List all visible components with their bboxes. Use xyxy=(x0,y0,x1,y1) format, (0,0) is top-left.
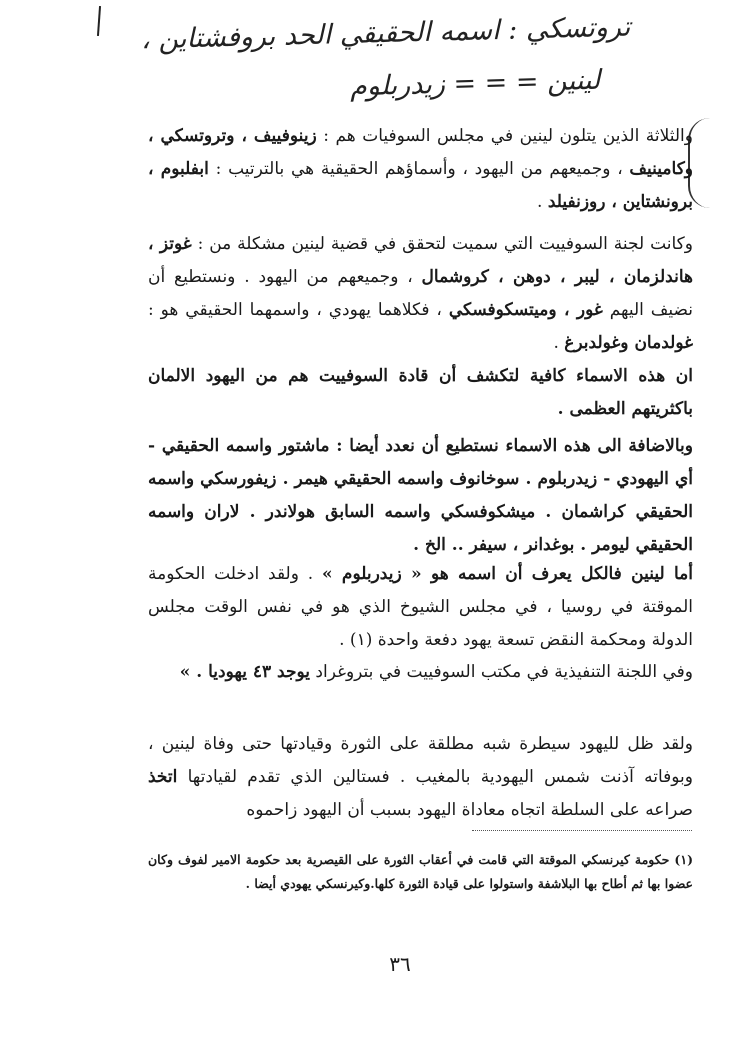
text-segment: ، وجميعهم من اليهود . ونستطيع أن نضيف اليهم xyxy=(148,267,693,320)
text-segment: زينوفييف ، وتروتسكي ، وكامينيف xyxy=(148,126,693,179)
text-segment: ، فكلاهما يهودي ، واسمهما الحقيقي هو : xyxy=(148,300,449,320)
handwritten-note-line-2: لينين = = = زيدربلوم xyxy=(349,64,601,103)
paragraph-7 xyxy=(148,728,693,827)
text-segment: اتخذ xyxy=(148,767,178,787)
text-segment: وفي اللجنة التنفيذية في مكتب السوفييت في بتروغراد xyxy=(310,662,693,682)
paragraph-1 xyxy=(148,120,693,219)
text-segment: أما لينين فالكل يعرف أن اسمه هو « زيدربلوم » xyxy=(321,564,693,584)
paragraph-2 xyxy=(148,228,693,360)
handwritten-mark xyxy=(97,6,101,36)
text-segment: غولدمان وغولدبرغ xyxy=(564,333,693,353)
text-segment: يوجد ٤٣ يهوديا . » xyxy=(179,662,310,682)
text-segment: ان هذه الاسماء كافية لتكشف أن قادة السوفييت هم من اليهود الالمان باكثريتهم العظمى . xyxy=(148,366,693,419)
paragraph-4 xyxy=(148,430,693,562)
text-segment: . ولقد ادخلت الحكومة الموقتة في روسيا ، في مجلس الشيوخ الذي هو في نفس الوقت مجلس الدولة ومحكمة النقض تسعة يهود دفعة واحدة (١) . xyxy=(148,564,693,650)
text-segment: ولقد ظل لليهود سيطرة شبه مطلقة على الثورة وقيادتها حتى وفاة لينين ، وبوفاته آذنت شمس اليهودية بالمغيب . فستالين الذي تقدم لقيادتها xyxy=(148,734,693,787)
paragraph-3 xyxy=(148,360,693,426)
paragraph-5 xyxy=(148,558,693,657)
handwritten-note-line-1: تروتسكي : اسمه الحقيقي الحد بروفشتاين ، xyxy=(140,11,631,56)
text-segment: . xyxy=(537,192,548,212)
text-segment: ابفلبوم ، برونشتاين ، روزنفيلد xyxy=(148,159,693,212)
text-segment: . xyxy=(553,333,565,353)
text-segment: وكانت لجنة السوفييت التي سميت لتحقق في قضية لينين مشكلة من : xyxy=(191,234,693,254)
text-segment: وبالاضافة الى هذه الاسماء نستطيع أن نعدد أيضا : ماشتور واسمه الحقيقي - أي اليهودي - زيدربلوم . سوخانوف واسمه الحقيقي هيمر . زيفورسكي واسمه الحقيقي كراشمان . ميشكوفسكي واسمه السابق هولاندر . لاران واسمه الحقيقي ليومر . بوغدانر ، سيفر .. الخ . xyxy=(148,436,693,555)
text-segment: غور ، وميتسكوفسكي xyxy=(448,300,603,320)
page-number: ٣٦ xyxy=(389,952,411,976)
paragraph-6 xyxy=(148,656,693,689)
text-segment: صراعه على السلطة اتجاه معاداة اليهود بسبب أن اليهود زاحموه xyxy=(246,800,693,820)
footnote-separator xyxy=(472,830,692,831)
text-segment: ، وجميعهم من اليهود ، وأسماؤهم الحقيقية هي بالترتيب : xyxy=(208,159,630,179)
footnote: (١) حكومة كيرنسكي الموقتة التي قامت في أعقاب الثورة على القيصرية بعد حكومة الامير لفوف وكان عضوا بها ثم أطاح بها البلاشفة واستولوا على قيادة الثورة كلها.وكيرنسكي يهودي أيضا . xyxy=(148,852,693,891)
text-segment: غوتز ، هاندلزمان ، ليبر ، دوهن ، كروشمال xyxy=(148,234,693,287)
text-segment: والثلاثة الذين يتلون لينين في مجلس السوفيات هم : xyxy=(316,126,693,146)
